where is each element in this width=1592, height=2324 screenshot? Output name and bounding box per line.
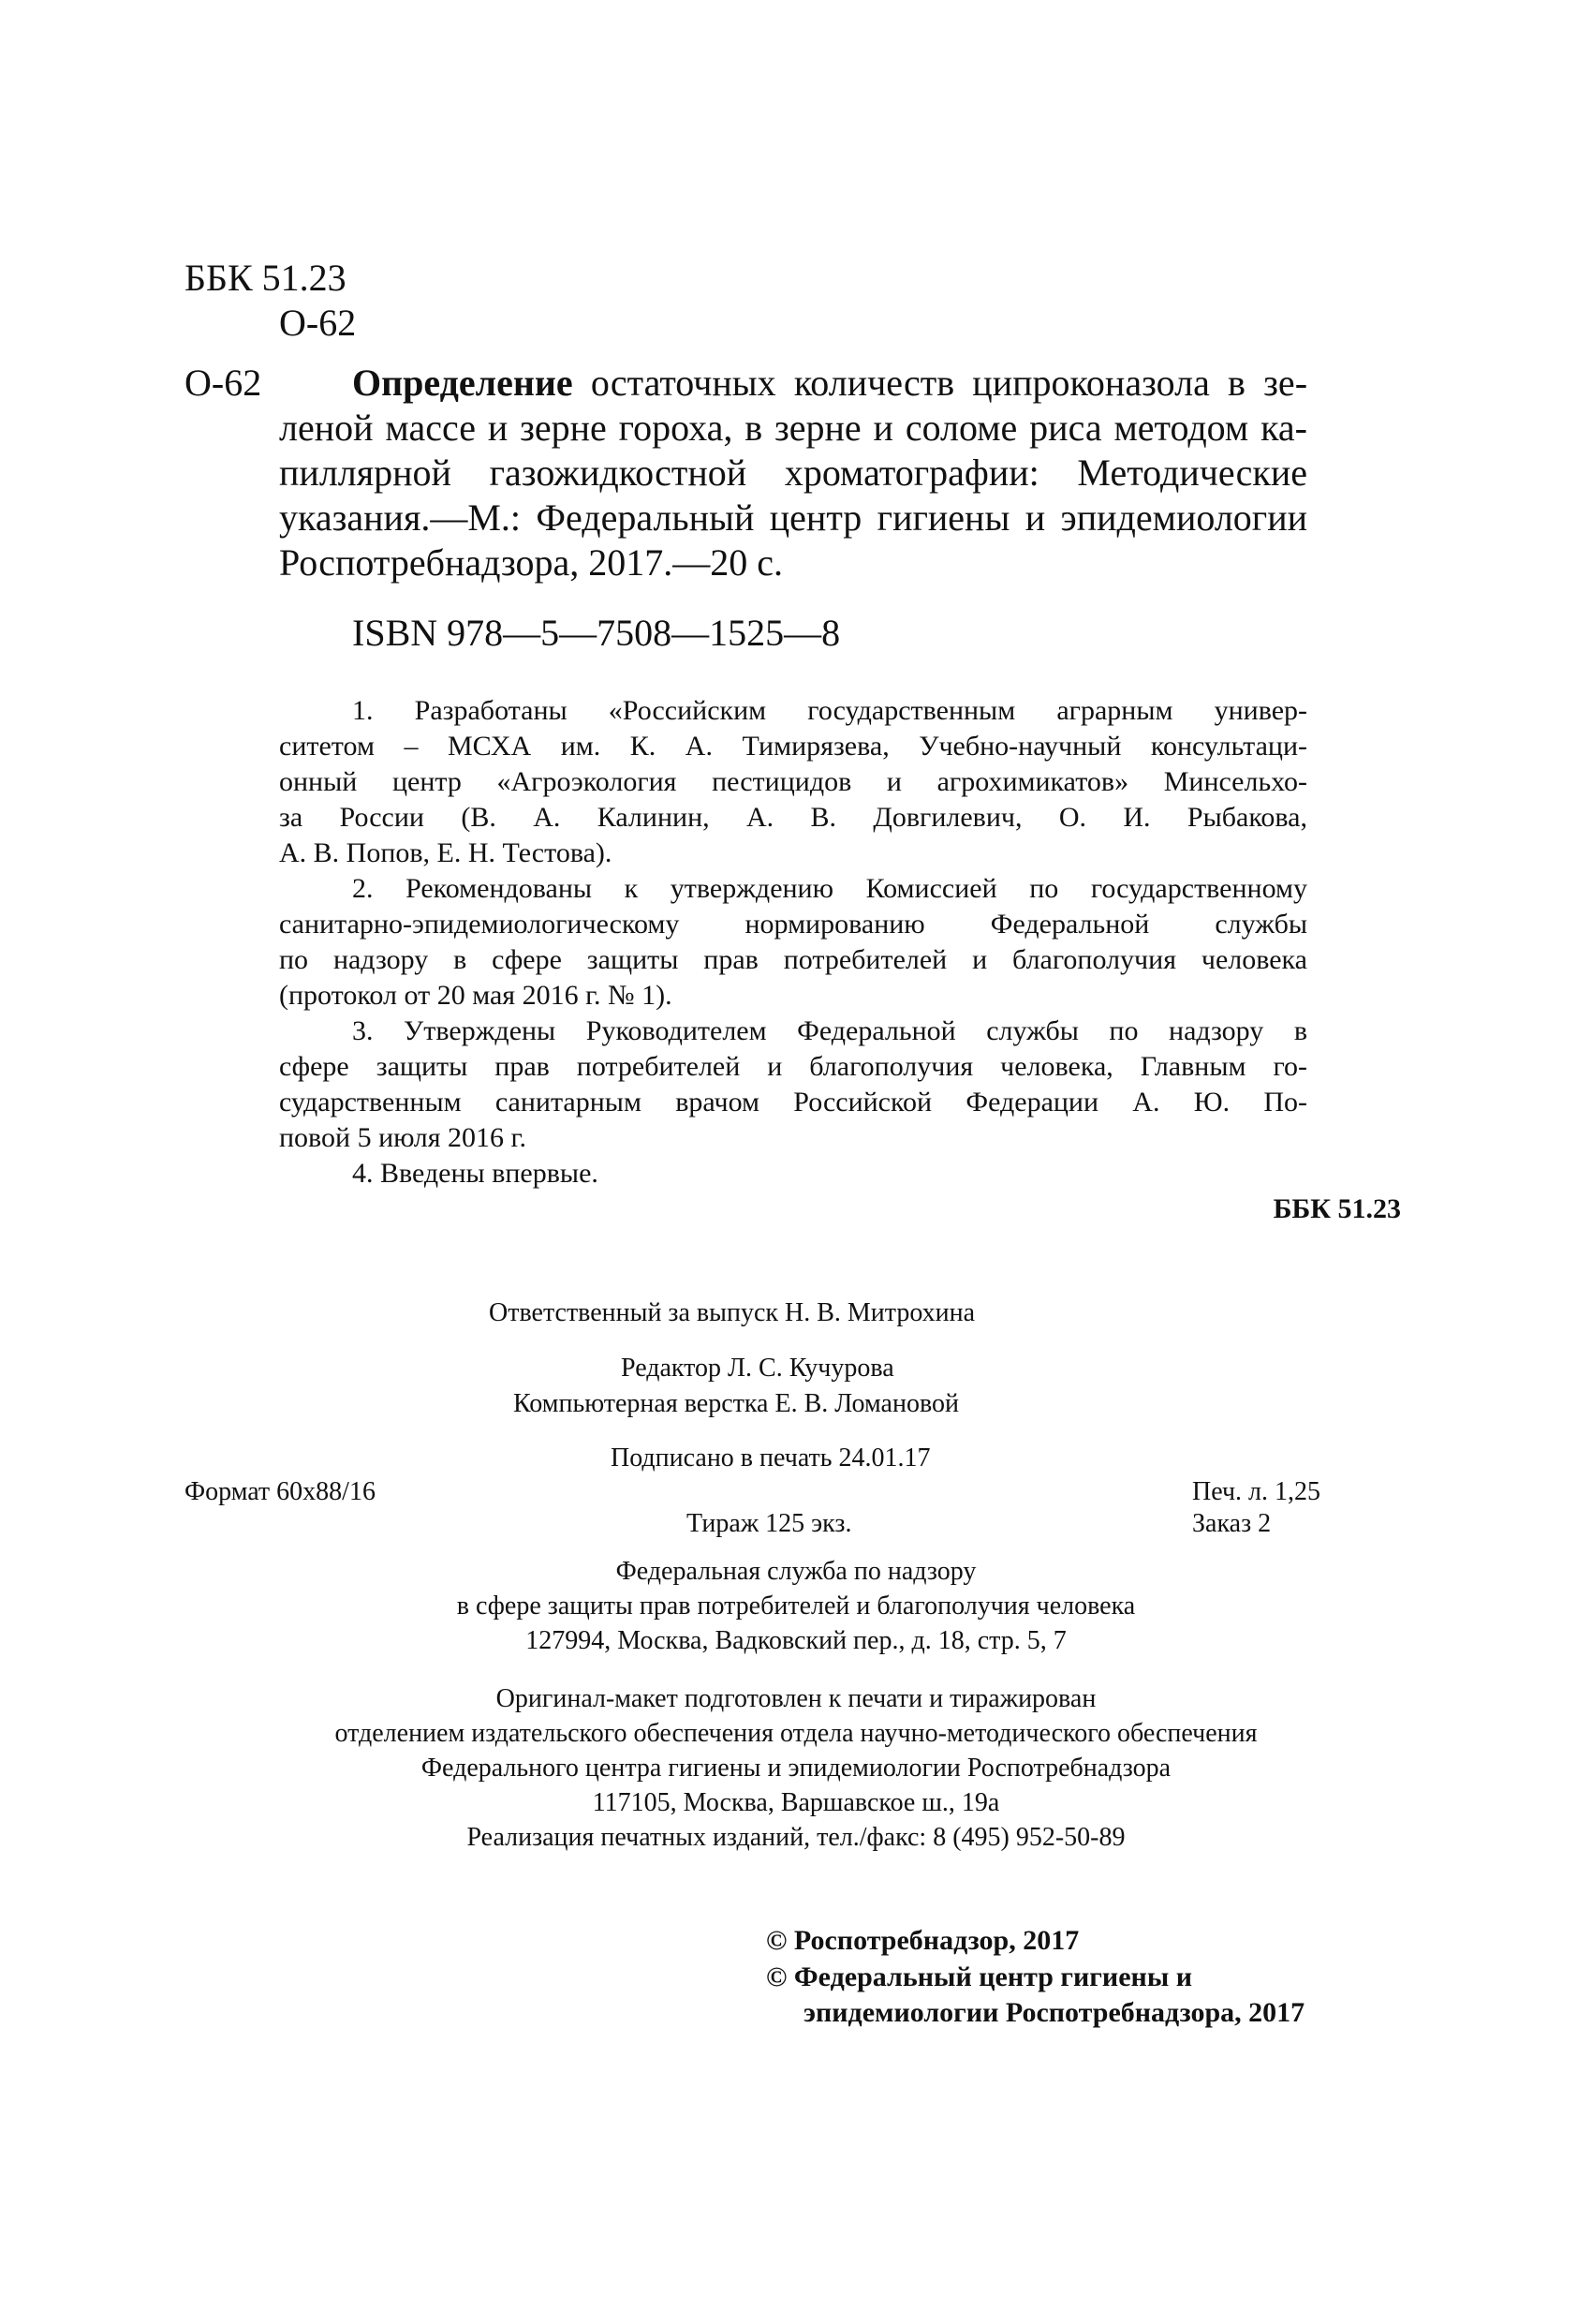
entry-line-5: Роспотребнадзора, 2017.—20 с. (279, 541, 784, 584)
pech-line: Печ. л. 1,25 (1192, 1477, 1321, 1506)
publisher-line-2: в сфере защиты прав потребителей и благополучия человека (456, 1591, 1136, 1621)
entry-line-1 (352, 360, 1307, 407)
tirazh-line: Тираж 125 экз. (686, 1509, 852, 1538)
format-line: Формат 60х88/16 (184, 1477, 376, 1506)
note-3-line-1: 3. Утверждены Руководителем Федеральной службы по надзору в (352, 1015, 1307, 1046)
copyright-2b: эпидемиологии Роспотребнадзора, 2017 (803, 1997, 1305, 2028)
copyright-2a: © Федеральный центр гигиены и (766, 1961, 1193, 1992)
note-3-line-3: сударственным санитарным врачом Российской Федерации А. Ю. По- (279, 1087, 1307, 1118)
note-2-line-4: (протокол от 20 мая 2016 г. № 1). (279, 980, 672, 1011)
entry-line-3: пиллярной газожидкостной хроматографии: Методические (279, 451, 1307, 494)
editor-line: Редактор Л. С. Кучурова (621, 1354, 894, 1383)
note-2-line-3: по надзору в сфере защиты прав потребителей и благополучия человека (279, 944, 1307, 975)
copyright-1: © Роспотребнадзор, 2017 (766, 1925, 1080, 1956)
note-3-line-2: сфере защиты прав потребителей и благополучия человека, Главным го- (279, 1051, 1307, 1082)
entry-title-word: Определение (352, 362, 573, 404)
printer-line-4: 117105, Москва, Варшавское ш., 19а (592, 1788, 1000, 1817)
bbk-code: ББК 51.23 (184, 257, 346, 299)
entry-line-4: указания.—М.: Федеральный центр гигиены и эпидемиологии (279, 496, 1307, 539)
note-4: 4. Введены впервые. (352, 1158, 598, 1189)
entry-code: О-62 (184, 362, 262, 404)
publisher-line-1: Федеральная служба по надзору (615, 1557, 977, 1586)
isbn: ISBN 978—5—7508—1525—8 (352, 612, 841, 654)
note-2-line-1: 2. Рекомендованы к утверждению Комиссией по государственному (352, 873, 1307, 904)
printer-line-5: Реализация печатных изданий, тел./факс: 8 (495) 952-50-89 (466, 1823, 1126, 1852)
author-mark: О-62 (279, 302, 357, 344)
printer-line-2: отделением издательского обеспечения отдела научно-методического обеспечения (334, 1719, 1258, 1748)
entry-line-1-text: остаточных количеств ципроконазола в зе- (590, 362, 1308, 404)
note-1-line-3: онный центр «Агроэкология пестицидов и агрохимикатов» Минсельхо- (279, 766, 1307, 797)
note-2-line-2: санитарно-эпидемиологическому нормированию Федеральной службы (279, 909, 1307, 940)
note-1-line-2: ситетом – МСХА им. К. А. Тимирязева, Учебно-научный консультаци- (279, 731, 1307, 762)
note-1-line-4: за России (В. А. Калинин, А. В. Довгилевич, О. И. Рыбакова, (279, 802, 1307, 833)
signed-line: Подписано в печать 24.01.17 (611, 1443, 931, 1473)
zakaz-line: Заказ 2 (1192, 1509, 1272, 1538)
responsible-line: Ответственный за выпуск Н. В. Митрохина (489, 1298, 976, 1327)
publisher-line-3: 127994, Москва, Вадковский пер., д. 18, стр. 5, 7 (525, 1626, 1067, 1655)
note-1-line-5: А. В. Попов, Е. Н. Тестова). (279, 837, 612, 868)
note-3-line-4: повой 5 июля 2016 г. (279, 1122, 526, 1153)
layout-line: Компьютерная верстка Е. В. Ломановой (513, 1389, 959, 1418)
printer-line-1: Оригинал-макет подготовлен к печати и тиражирован (495, 1684, 1097, 1713)
entry-line-2: леной массе и зерне гороха, в зерне и соломе риса методом ка- (279, 407, 1307, 449)
note-1-line-1: 1. Разработаны «Российским государственным аграрным универ- (352, 695, 1307, 726)
printer-line-3: Федерального центра гигиены и эпидемиологии Роспотребнадзора (420, 1754, 1172, 1783)
bbk-right: ББК 51.23 (1273, 1193, 1401, 1224)
